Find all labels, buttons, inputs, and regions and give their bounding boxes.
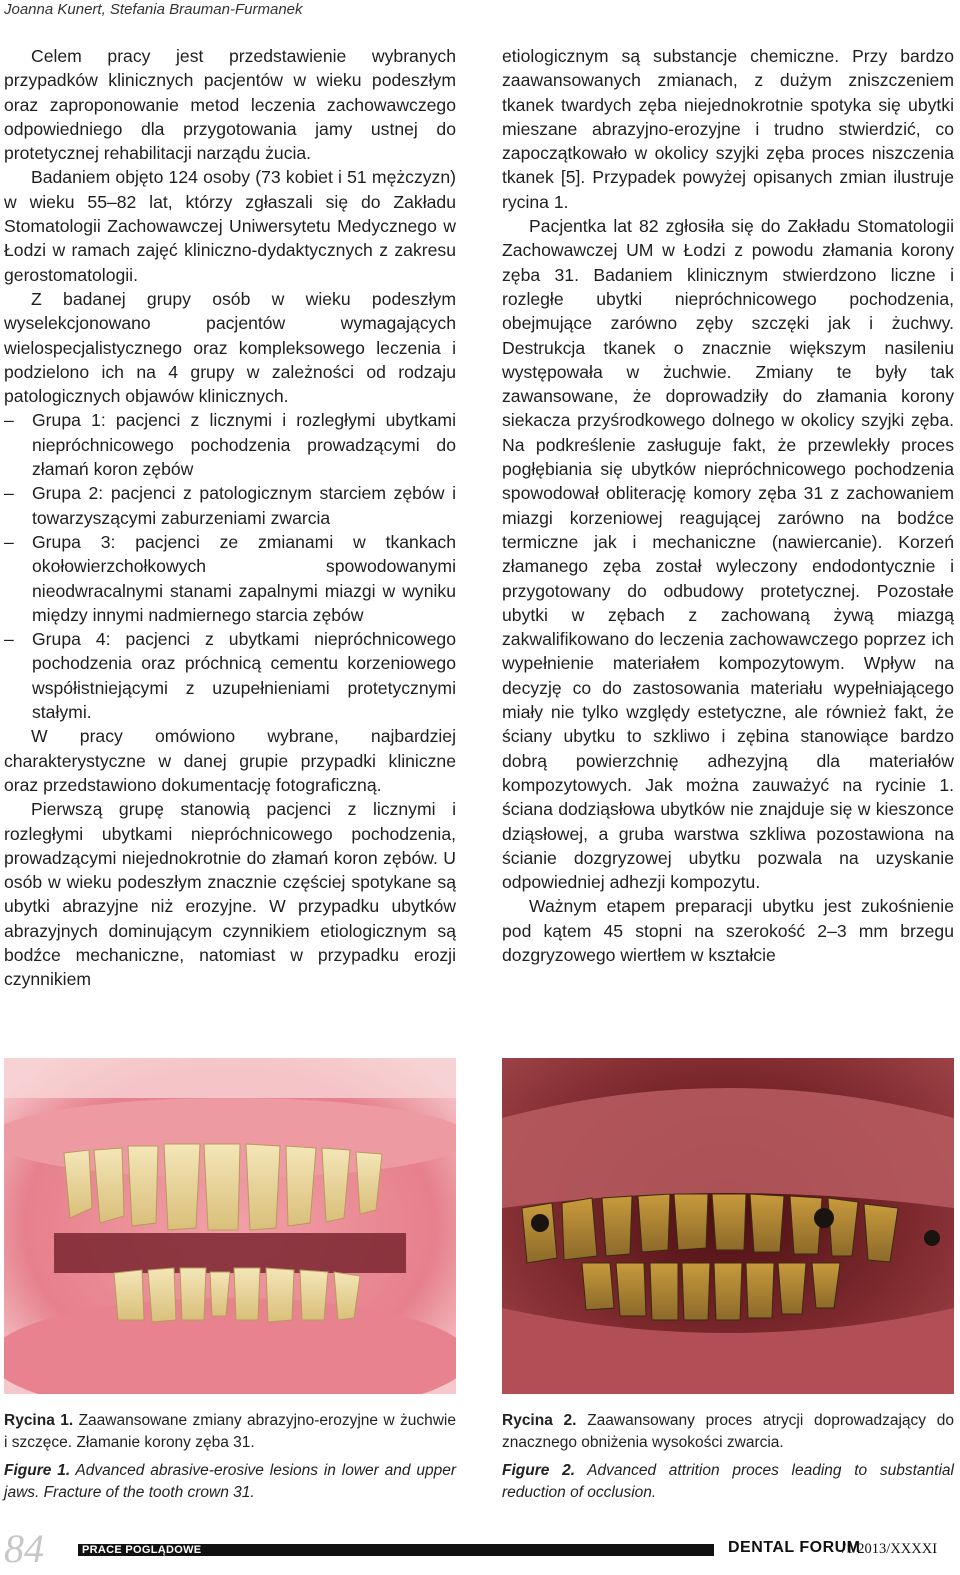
journal-issue: /1/2013/XXXXI bbox=[842, 1541, 938, 1557]
paragraph: Celem pracy jest przedstawienie wybranych przypadków klinicznych pacjentów w wieku podeszłym oraz zaproponowanie metod leczenia zachowawczego odpowiedniego dla przygotowania jamy ustnej do protetycznej rehabilitacji narządu żucia. bbox=[4, 46, 456, 164]
paragraph: Badaniem objęto 124 osoby (73 kobiet i 51 mężczyzn) w wieku 55–82 lat, którzy zgłaszali się do Zakładu Stomatologii Zachowawczej Uniwersytetu Medycznego w Łodzi w ramach zajęć kliniczno-dydaktycznych z zakresu gerostomatologii. bbox=[4, 167, 456, 285]
caption-polish bbox=[502, 1410, 954, 1453]
caption-label: Figure 2. bbox=[502, 1462, 575, 1479]
right-text-column bbox=[502, 44, 954, 967]
caption-english bbox=[502, 1460, 954, 1503]
page-number: 84 bbox=[4, 1526, 44, 1571]
caption-text: Zaawansowany proces atrycji doprowadzający do znacznego obniżenia wysokości zwarcia. bbox=[502, 1412, 954, 1451]
teeth-photo-illustration bbox=[4, 1058, 456, 1394]
caption-label: Rycina 1. bbox=[4, 1412, 74, 1429]
paragraph: Pierwszą grupę stanowią pacjenci z licznymi i rozległymi ubytkami niepróchnicowego pochodzenia, prowadzącymi niejednokrotnie do złamań koron zębów. U osób w wieku podeszłym znacznie częściej spotykane są ubytki abrazyjne niż erozyjne. W przypadku ubytków abrazyjnych dominującym czynnikiem etiologicznym są bodźce mechaniczne, natomiast w przypadku erozji czynnikiem bbox=[4, 799, 456, 990]
paragraph: etiologicznym są substancje chemiczne. Przy bardzo zaawansowanych zmianach, z dużym zniszczeniem tkanek twardych zęba niejednokrotnie spotyka się ubytki mieszane abrazyjno-erozyjne i trudno stwierdzić, co zapoczątkowało w okolicy szyjki zęba proces niszczenia tkanek [5]. Przypadek powyżej opisanych zmian ilustruje rycina 1. bbox=[502, 46, 954, 212]
caption-label: Rycina 2. bbox=[502, 1412, 577, 1429]
paragraph: W pracy omówiono wybrane, najbardziej charakterystyczne w danej grupie przypadki kliniczne oraz przedstawiono dokumentację fotograficzną. bbox=[4, 726, 456, 795]
caption-polish bbox=[4, 1410, 456, 1453]
list-item: – Grupa 3: pacjenci ze zmianami w tkankach okołowierzchołkowych spowodowanymi nieodwracalnymi stanami zapalnymi miazgi w wyniku między innymi nadmiernego starcia zębów bbox=[4, 530, 456, 627]
figure-1-caption bbox=[4, 1410, 456, 1503]
list-item: – Grupa 1: pacjenci z licznymi i rozległymi ubytkami niepróchnicowego pochodzenia prowadzącymi do złamań koron zębów bbox=[4, 408, 456, 481]
running-header-authors: Joanna Kunert, Stefania Brauman-Furmanek bbox=[4, 1, 303, 18]
paragraph: Ważnym etapem preparacji ubytku jest zukośnienie pod kątem 45 stopni na szerokość 2–3 mm brzegu dozgryzowego wiertłem w kształcie bbox=[502, 896, 954, 965]
left-text-column bbox=[4, 44, 456, 992]
figure-2-photo bbox=[502, 1058, 954, 1394]
paragraph: Pacjentka lat 82 zgłosiła się do Zakładu Stomatologii Zachowawczej UM w Łodzi z powodu złamania korony zęba 31. Badaniem klinicznym stwierdzono liczne i rozległe ubytki niepróchnicowego pochodzenia, obejmujące zarówno zęby szczęki jak i żuchwy. Destrukcja tkanek o znacznie większym nasileniu występowała w żuchwie. Zmiany te były tak zawansowane, że doprowadziły do złamania korony siekacza przyśrodkowego dolnego w okolicy szyjki zęba. Na podkreślenie zasługuje fakt, że przewlekły proces pogłębiania się ubytków niepróchnicowego pochodzenia spowodował obliterację komory zęba 31 z zachowaniem miazgi korzeniowej reagującej zarówno na bodźce termiczne jak i mechaniczne (nawiercanie). Korzeń złamanego zęba został wyleczony endodontycznie i przygotowany do odbudowy protetycznej. Pozostałe ubytki w zębach z zachowaną żywą miazgą zakwalifikowano do leczenia zachowawczego poprzez ich wypełnienie materiałem kompozytowym. Wpływ na decyzję co do zastosowania materiału wypełniającego miały nie tylko względy estetyczne, ale również fakt, że ściany ubytku to szkliwo i zębina stanowiące bardzo dobrą powierzchnię adhezyjną dla materiałów kompozytowych. Jak można zauważyć na rycinie 1. ściana dodziąsłowa ubytków nie znajduje się w kieszonce dziąsłowej, a gruba warstwa szkliwa pozostawiona na ścianie dozgryzowej ubytku pozwala na uzyskanie odpowiedniej adhezji kompozytu. bbox=[502, 216, 954, 893]
patient-groups-list bbox=[4, 408, 456, 724]
list-item: – Grupa 2: pacjenci z patologicznym starciem zębów i towarzyszącymi zaburzeniami zwarcia bbox=[4, 481, 456, 530]
section-label: PRACE POGLĄDOWE bbox=[82, 1544, 202, 1556]
figure-2-caption bbox=[502, 1410, 954, 1503]
paragraph: Z badanej grupy osób w wieku podeszłym wyselekcjonowano pacjentów wymagających wielospecjalistycznego oraz kompleksowego leczenia i podzielono ich na 4 grupy w zależności od rodzaju patologicznych objawów klinicznych. bbox=[4, 288, 456, 407]
caption-english bbox=[4, 1460, 456, 1503]
section-bar bbox=[78, 1544, 714, 1556]
caption-text: Advanced abrasive-erosive lesions in lower and upper jaws. Fracture of the tooth crown 31. bbox=[4, 1462, 456, 1501]
page-footer bbox=[0, 1525, 960, 1575]
list-item: – Grupa 4: pacjenci z ubytkami niepróchnicowego pochodzenia oraz próchnicą cementu korzeniowego współistniejącymi z uzupełnieniami protetycznymi stałymi. bbox=[4, 627, 456, 724]
journal-name: DENTAL FORUM bbox=[728, 1539, 861, 1556]
caption-text: Zaawansowane zmiany abrazyjno-erozyjne w żuchwie i szczęce. Złamanie korony zęba 31. bbox=[4, 1412, 457, 1451]
caption-text: Advanced attrition proces leading to substantial reduction of occlusion. bbox=[502, 1462, 954, 1501]
figure-1-photo bbox=[4, 1058, 456, 1394]
caption-label: Figure 1. bbox=[4, 1462, 71, 1479]
teeth-photo-illustration bbox=[502, 1058, 954, 1394]
